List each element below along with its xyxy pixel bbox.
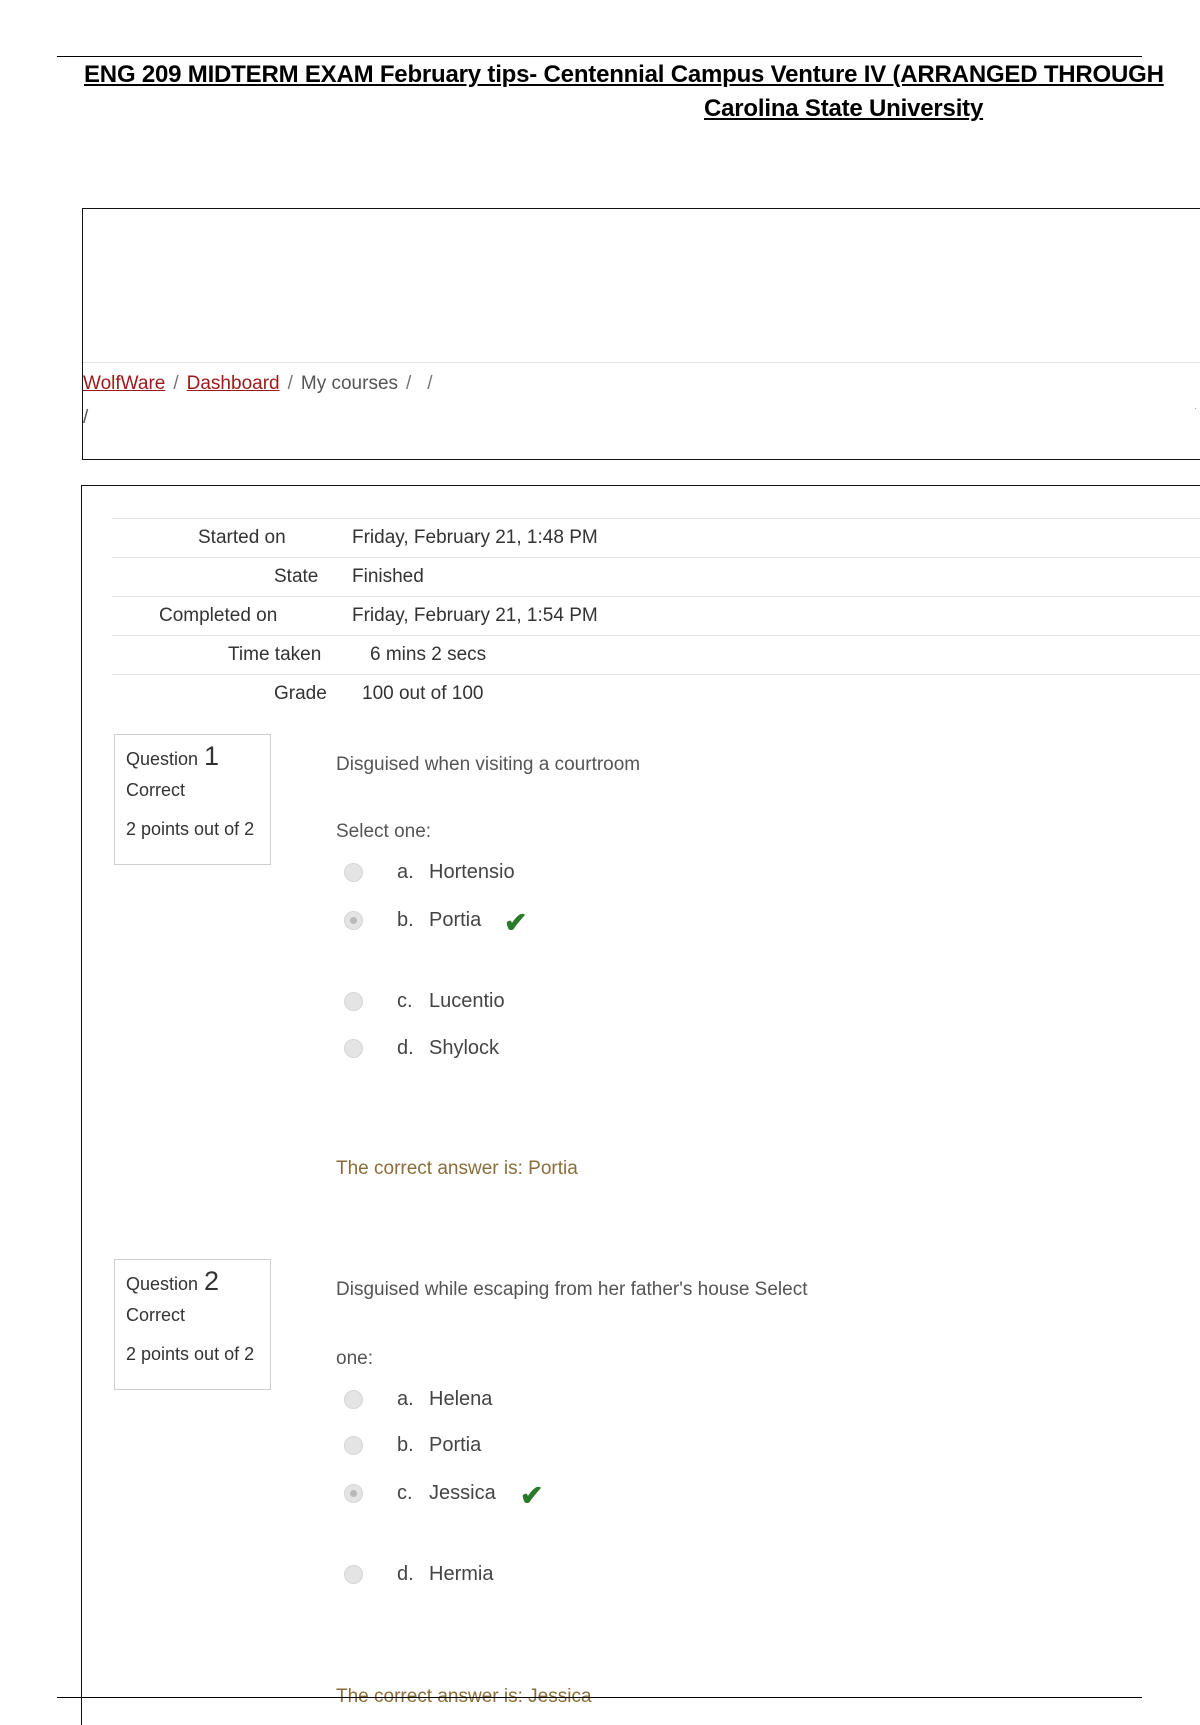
question-number-value: 2 (204, 1266, 220, 1296)
summary-label: State (274, 566, 319, 587)
question-label: Question (126, 1274, 199, 1294)
bottom-rule (57, 1697, 1142, 1698)
select-prompt: Select one: (336, 821, 432, 842)
breadcrumb-wolfware[interactable]: WolfWare (83, 373, 166, 394)
radio-selected-icon[interactable] (344, 1484, 363, 1503)
option-label: Jessica (429, 1482, 496, 1504)
quiz-review-box (81, 485, 1200, 1725)
breadcrumb-separator: / (173, 373, 179, 394)
option-letter: b. (397, 1434, 414, 1456)
option-letter: d. (397, 1563, 414, 1585)
top-rule (57, 56, 1142, 57)
summary-row-grade (112, 674, 1200, 713)
breadcrumb-separator: / (406, 373, 412, 394)
summary-value: 6 mins 2 secs (370, 644, 487, 665)
summary-value: Finished (352, 566, 424, 587)
radio-icon[interactable] (344, 992, 363, 1011)
option-letter: d. (397, 1037, 414, 1059)
breadcrumb-second-line: / (83, 407, 89, 428)
breadcrumb-dashboard[interactable]: Dashboard (186, 373, 280, 394)
summary-label: Time taken (228, 644, 322, 665)
option-label: Helena (429, 1388, 493, 1410)
summary-row-completed (112, 596, 1200, 635)
summary-value: Friday, February 21, 1:54 PM (352, 605, 598, 626)
summary-label: Started on (198, 527, 286, 548)
question-text-2: Disguised while escaping from her father's house Select (336, 1279, 808, 1300)
document-title-line2: Carolina State University (704, 95, 984, 122)
check-icon: ✔ (520, 1480, 544, 1511)
breadcrumb (83, 363, 1200, 431)
summary-label: Grade (274, 683, 327, 704)
question-info-1 (114, 734, 271, 865)
summary-label: Completed on (159, 605, 278, 626)
question-number (126, 1268, 260, 1298)
option-letter: c. (397, 990, 413, 1012)
radio-icon[interactable] (344, 1565, 363, 1584)
select-prompt: one: (336, 1348, 373, 1369)
breadcrumb-row (83, 373, 441, 395)
document-title-line1: ENG 209 MIDTERM EXAM February tips- Centennial Campus Venture IV (ARRANGED THROUGH (84, 61, 1164, 88)
question-number-value: 1 (204, 741, 220, 771)
option-letter: b. (397, 909, 414, 931)
breadcrumb-trailing-mark: . (1194, 401, 1197, 412)
attempt-summary-table (112, 518, 1200, 713)
check-icon: ✔ (504, 907, 528, 938)
radio-selected-icon[interactable] (344, 911, 363, 930)
question-text-1: Disguised when visiting a courtroom (336, 754, 641, 775)
radio-icon[interactable] (344, 1390, 363, 1409)
page-header-box (82, 208, 1200, 460)
summary-row-started (112, 518, 1200, 557)
summary-value: 100 out of 100 (362, 683, 484, 704)
document-title (84, 58, 1200, 126)
correct-answer-feedback-1: The correct answer is: Portia (336, 1158, 578, 1179)
question-state: Correct (126, 780, 186, 800)
option-label: Portia (429, 909, 482, 931)
option-label: Shylock (429, 1037, 500, 1059)
option-letter: a. (397, 1388, 414, 1410)
option-label: Portia (429, 1434, 482, 1456)
question-info-2 (114, 1259, 271, 1390)
summary-value: Friday, February 21, 1:48 PM (352, 527, 598, 548)
radio-icon[interactable] (344, 1039, 363, 1058)
radio-icon[interactable] (344, 1436, 363, 1455)
question-state: Correct (126, 1305, 186, 1325)
option-label: Hermia (429, 1563, 494, 1585)
question-grade: 2 points out of 2 (126, 819, 255, 839)
question-grade: 2 points out of 2 (126, 1344, 255, 1364)
breadcrumb-my-courses[interactable]: My courses (300, 373, 399, 394)
option-letter: a. (397, 861, 414, 883)
summary-row-state (112, 557, 1200, 596)
question-label: Question (126, 749, 199, 769)
option-label: Lucentio (429, 990, 505, 1012)
question-number (126, 743, 260, 773)
breadcrumb-separator: / (427, 373, 433, 394)
option-label: Hortensio (429, 861, 515, 883)
breadcrumb-separator: / (287, 373, 293, 394)
radio-icon[interactable] (344, 863, 363, 882)
correct-answer-feedback-2: The correct answer is: Jessica (336, 1686, 592, 1707)
summary-row-time-taken (112, 635, 1200, 674)
option-letter: c. (397, 1482, 413, 1504)
